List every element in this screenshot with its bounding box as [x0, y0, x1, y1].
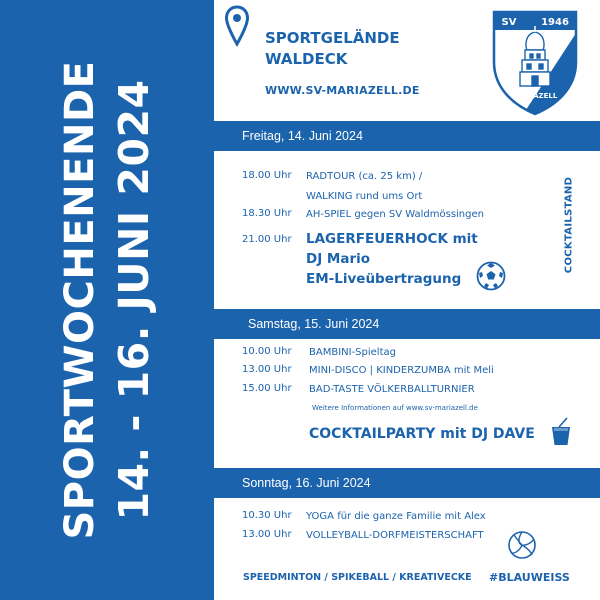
headline-line-1: SPORTWOCHENENDE — [57, 60, 103, 540]
highlight-line-2: DJ Mario — [306, 251, 371, 267]
venue-line-1: SPORTGELÄNDE — [265, 29, 400, 47]
location-pin-icon — [224, 4, 250, 50]
headline-line-2: 14. - 16. JUNI 2024 — [110, 79, 158, 521]
volleyball-icon — [507, 530, 537, 560]
crest-sv-text: SV — [501, 17, 517, 28]
time-1830: 18.30 Uhr — [242, 208, 292, 219]
club-url[interactable]: WWW.SV-MARIAZELL.DE — [265, 84, 420, 97]
footer-activities: SPEEDMINTON / SPIKEBALL / KREATIVECKE — [243, 572, 472, 583]
venue-line-2: WALDECK — [265, 50, 348, 68]
event-ah-spiel: AH-SPIEL gegen SV Waldmössingen — [306, 209, 484, 220]
event-walking: WALKING rund ums Ort — [306, 191, 423, 202]
highlight-cocktailparty: COCKTAILPARTY mit DJ DAVE — [309, 426, 535, 442]
event-bambini: BAMBINI-Spieltag — [309, 347, 396, 358]
event-minidisco: MINI-DISCO | KINDERZUMBA mit Meli — [309, 365, 494, 376]
time-1300-sat: 13.00 Uhr — [242, 364, 292, 375]
highlight-line-1: LAGERFEUERHOCK mit — [306, 231, 478, 247]
venue-name — [265, 28, 400, 70]
event-radtour: RADTOUR (ca. 25 km) / — [306, 171, 423, 182]
day-header-sunday: Sonntag, 16. Juni 2024 — [214, 468, 600, 498]
highlight-lagerfeuer — [306, 229, 478, 289]
club-crest — [492, 10, 578, 116]
time-1000: 10.00 Uhr — [242, 346, 292, 357]
time-1030: 10.30 Uhr — [242, 510, 292, 521]
vertical-headline — [53, 60, 161, 539]
time-1500: 15.00 Uhr — [242, 383, 292, 394]
time-2100: 21.00 Uhr — [242, 234, 292, 245]
event-yoga: YOGA für die ganze Familie mit Alex — [306, 511, 486, 522]
time-1300-sun: 13.00 Uhr — [242, 529, 292, 540]
soccer-ball-icon — [476, 261, 506, 291]
cocktailstand-label: COCKTAILSTAND — [563, 176, 575, 274]
event-volleyball: VOLLEYBALL-DORFMEISTERSCHAFT — [306, 530, 484, 541]
left-blue-band — [0, 0, 214, 600]
crest-club-name: MARIAZELL — [512, 92, 558, 100]
time-1800: 18.00 Uhr — [242, 170, 292, 181]
cocktail-glass-icon — [549, 417, 573, 447]
day-header-saturday: Samstag, 15. Juni 2024 — [214, 309, 600, 339]
info-note: Weitere Informationen auf www.sv-mariazell.de — [312, 404, 478, 412]
crest-year-text: 1946 — [541, 17, 569, 28]
event-voelkerball: BAD-TASTE VÖLKERBALLTURNIER — [309, 384, 475, 395]
footer-hashtag: #BLAUWEISS — [489, 571, 570, 584]
day-header-friday: Freitag, 14. Juni 2024 — [214, 121, 600, 151]
highlight-line-3: EM-Liveübertragung — [306, 271, 462, 287]
